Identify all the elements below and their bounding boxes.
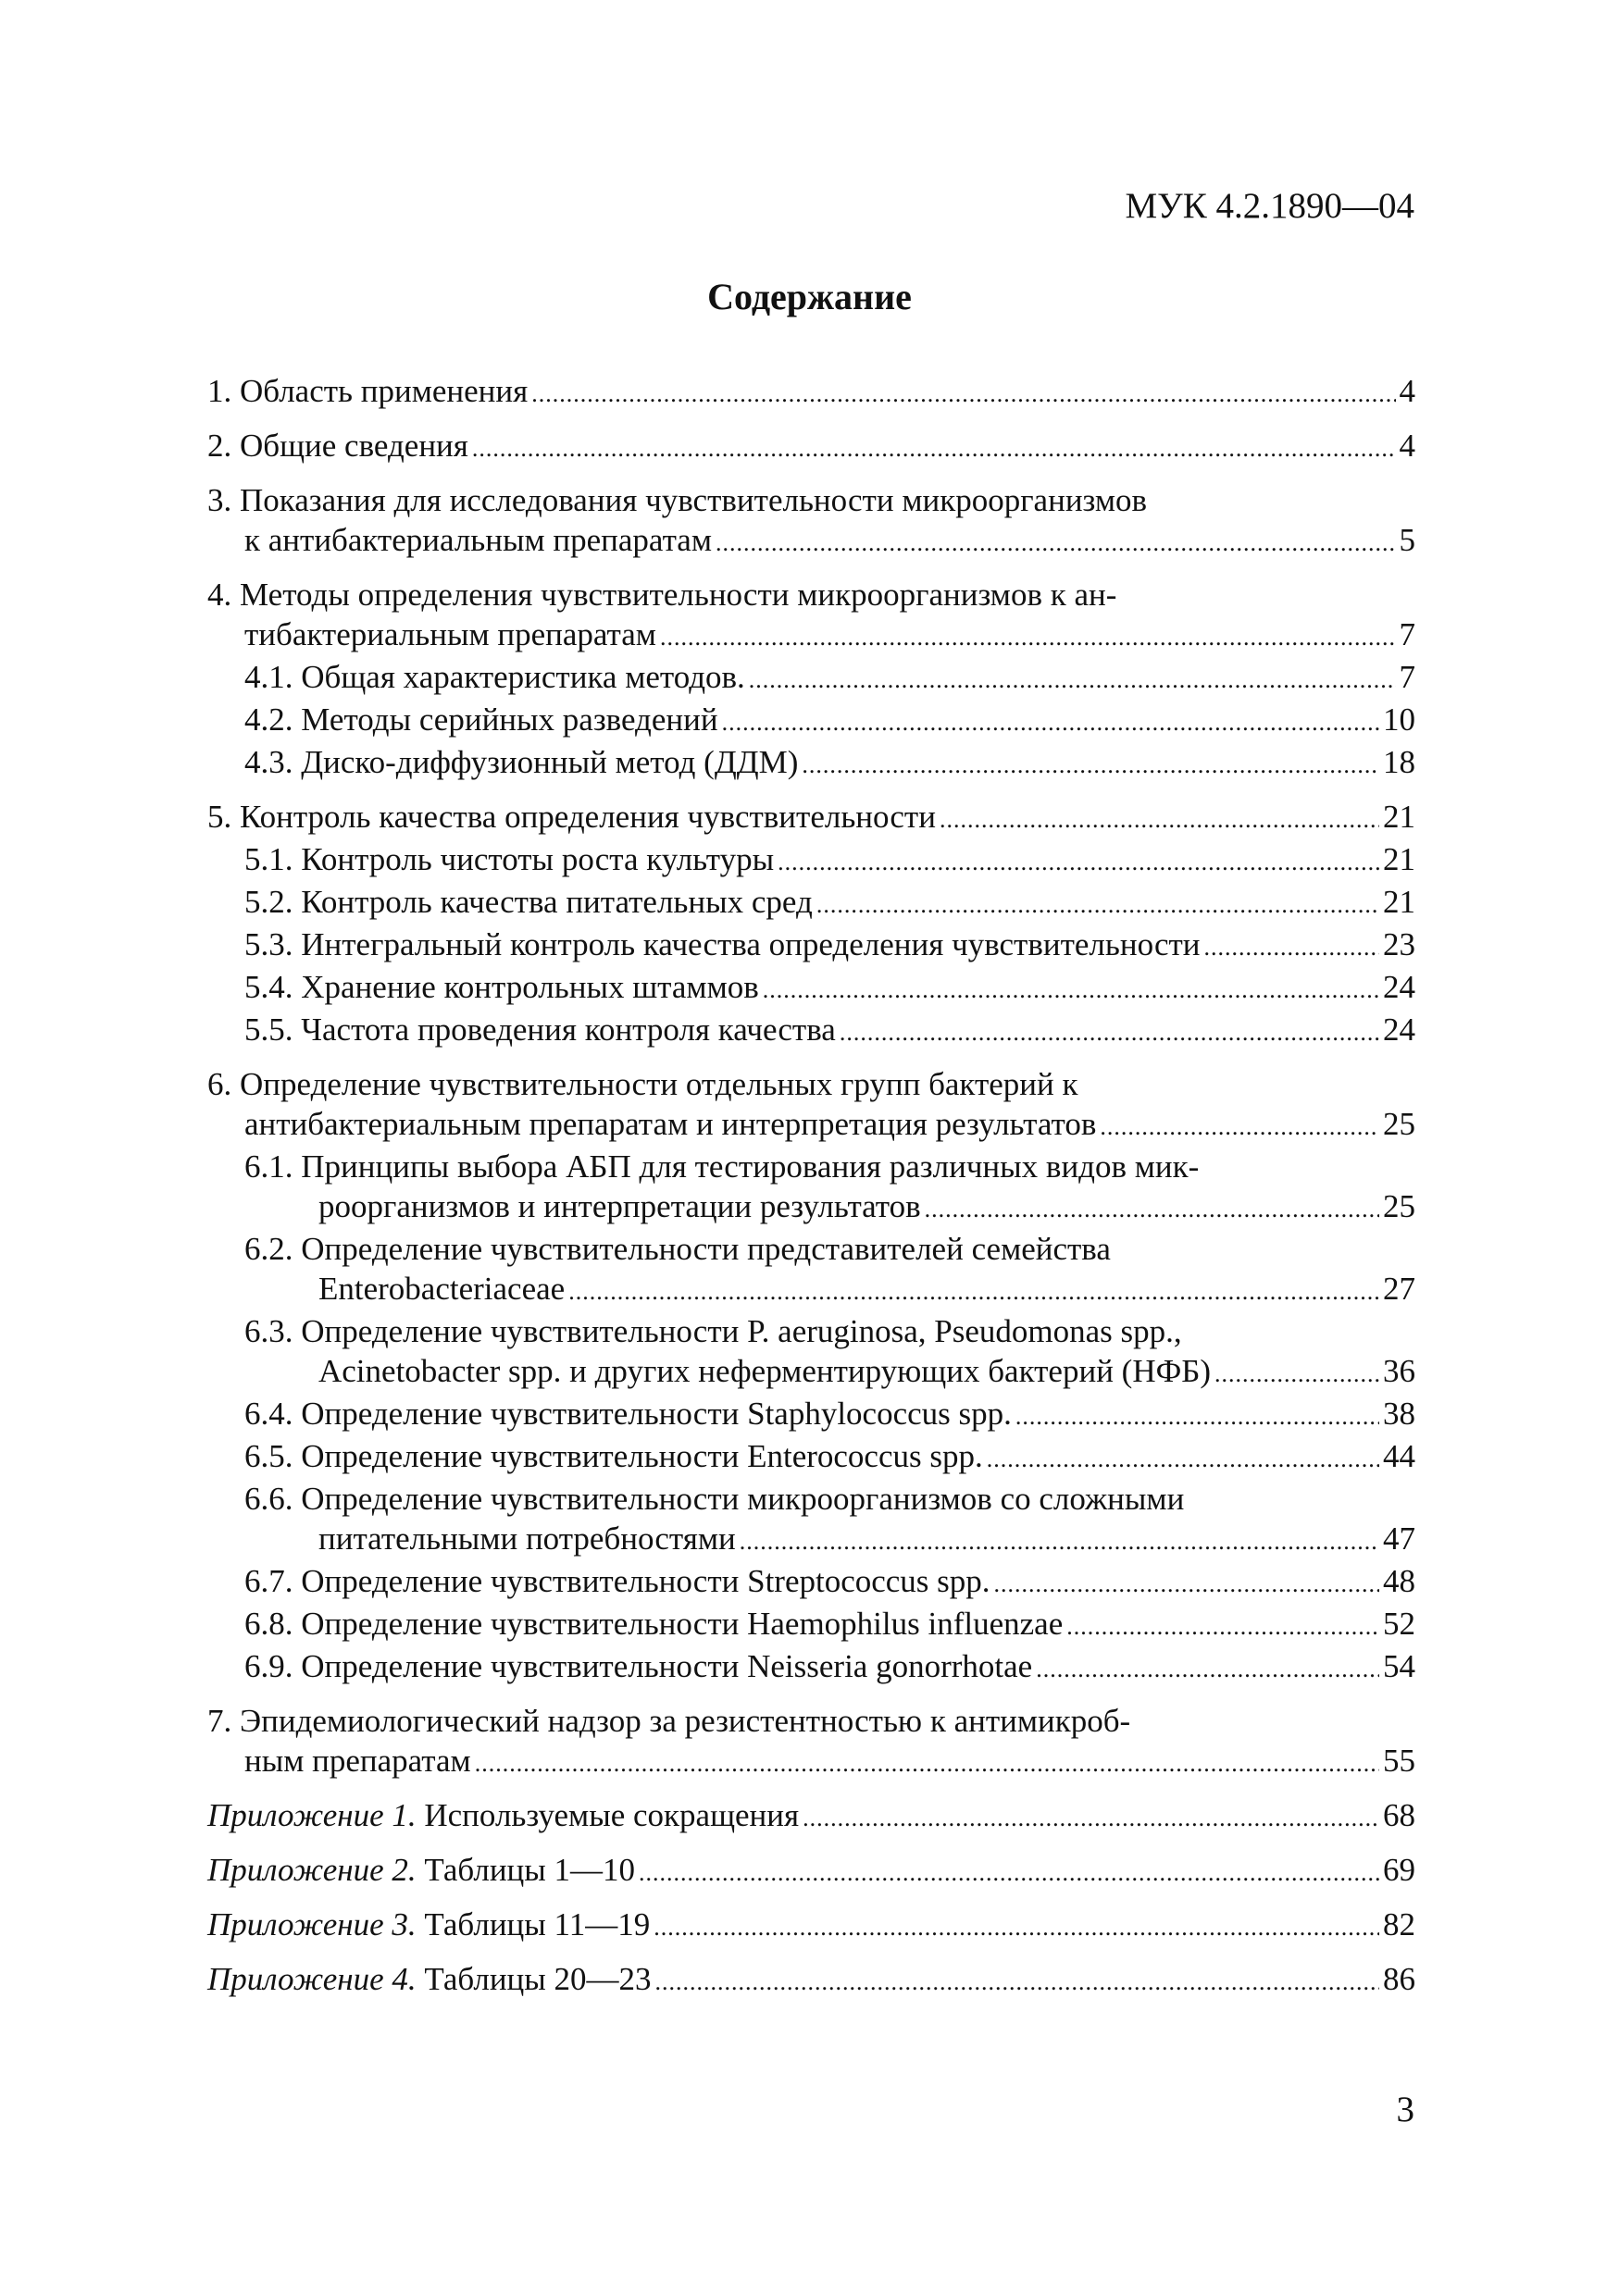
dot-leader	[763, 970, 1379, 1010]
toc-entry[interactable]	[207, 797, 1415, 839]
toc-page-number: 54	[1383, 1648, 1415, 1684]
toc-page-number: 7	[1399, 659, 1415, 695]
toc-page-number: 36	[1383, 1353, 1415, 1389]
toc-entry[interactable]	[207, 1229, 1415, 1311]
toc-entry[interactable]	[207, 1394, 1415, 1436]
toc-entry-text	[207, 797, 936, 837]
toc-entry-text	[244, 1436, 983, 1476]
appendix-label: Приложение 3.	[207, 1906, 417, 1942]
toc-entry[interactable]	[207, 1959, 1415, 2002]
dot-leader	[568, 1272, 1379, 1311]
toc-entry[interactable]	[207, 700, 1415, 742]
dot-leader	[925, 1189, 1379, 1229]
toc-entry-title: 6.4. Определение чувствительности Staphylococcus spp.	[244, 1396, 1012, 1432]
toc-entry-title: 6.9. Определение чувствительности Neisseria gonorrhotae	[244, 1648, 1033, 1684]
dot-leader	[531, 374, 1395, 414]
toc-entry-text	[207, 426, 468, 465]
toc-page-number: 27	[1383, 1271, 1415, 1307]
toc-entry-text	[244, 1604, 1063, 1644]
dot-leader	[722, 702, 1379, 742]
toc-entry[interactable]	[207, 967, 1415, 1010]
toc-entry[interactable]	[207, 480, 1415, 563]
toc-page-number: 21	[1383, 884, 1415, 920]
dot-leader	[803, 1798, 1379, 1838]
dot-leader	[749, 660, 1396, 700]
toc-entry-text	[244, 1741, 471, 1781]
toc-page-number: 10	[1383, 701, 1415, 738]
toc-page-number: 38	[1383, 1396, 1415, 1432]
toc-entry-title: 4.3. Диско-диффузионный метод (ДДМ)	[244, 744, 799, 780]
toc-entry[interactable]	[207, 1701, 1415, 1783]
toc-page-number: 18	[1383, 744, 1415, 780]
toc-entry-text	[244, 700, 718, 739]
toc-entry-text: 6.1. Принципы выбора АБП для тестирования различных видов мик-	[244, 1148, 1200, 1185]
dot-leader	[778, 842, 1379, 882]
toc-page-number: 24	[1383, 1011, 1415, 1048]
dot-leader	[1204, 927, 1379, 967]
toc-entry[interactable]	[207, 1479, 1415, 1561]
toc-entry-text: 4. Методы определения чувствительности микроорганизмов к ан-	[207, 577, 1117, 613]
toc-entry-title: 5. Контроль качества определения чувствительности	[207, 799, 936, 835]
toc-entry-text	[244, 1646, 1032, 1686]
toc-entry-text	[318, 1519, 736, 1558]
appendix-label: Приложение 2.	[207, 1852, 417, 1888]
toc-entry-text: 6.3. Определение чувствительности P. aeruginosa, Pseudomonas spp.,	[244, 1313, 1182, 1349]
toc-entry-title: 5.3. Интегральный контроль качества определения чувствительности	[244, 926, 1201, 962]
dot-leader	[802, 745, 1379, 785]
toc-page-number: 21	[1383, 799, 1415, 835]
toc-entry[interactable]	[207, 925, 1415, 967]
dot-leader	[716, 523, 1396, 563]
toc-entry-text	[244, 520, 712, 560]
toc-entry[interactable]	[207, 371, 1415, 414]
dot-leader	[660, 617, 1396, 657]
toc-entry-text: 3. Показания для исследования чувствительности микроорганизмов	[207, 482, 1148, 518]
dot-leader	[654, 1907, 1379, 1947]
toc-entry-title: питательными потребностями	[318, 1520, 736, 1557]
toc-entry[interactable]	[207, 426, 1415, 468]
toc-entry[interactable]	[207, 882, 1415, 925]
toc-entry-title: 5.2. Контроль качества питательных сред	[244, 884, 813, 920]
toc-entry-text	[207, 1959, 652, 1999]
toc-entry-title: 5.4. Хранение контрольных штаммов	[244, 969, 759, 1005]
dot-leader	[475, 1744, 1379, 1783]
dot-leader	[987, 1439, 1379, 1479]
toc-entry-title: Используемые сокращения	[416, 1797, 800, 1833]
toc-entry-text	[244, 1394, 1012, 1433]
toc-page-number: 24	[1383, 969, 1415, 1005]
toc-page-number: 21	[1383, 841, 1415, 877]
toc-entry-title: 6.7. Определение чувствительности Streptococcus spp.	[244, 1563, 990, 1599]
toc-page-number: 4	[1399, 428, 1415, 464]
dot-leader	[472, 428, 1396, 468]
toc-entry[interactable]	[207, 1010, 1415, 1052]
toc-entry-text	[207, 371, 528, 411]
toc-page-number: 5	[1399, 522, 1415, 558]
toc-entry-text	[244, 1561, 990, 1601]
dot-leader	[1036, 1649, 1379, 1689]
toc-entry-text: 6.6. Определение чувствительности микроорганизмов со сложными	[244, 1481, 1185, 1517]
toc-entry-title: тибактериальным препаратам	[244, 616, 656, 652]
toc-page-number: 44	[1383, 1438, 1415, 1474]
dot-leader	[994, 1564, 1379, 1604]
page-number: 3	[1396, 2090, 1414, 2129]
toc-entry-text: 7. Эпидемиологический надзор за резистентностью к антимикроб-	[207, 1703, 1131, 1739]
toc-entry-title: Таблицы 11—19	[416, 1906, 651, 1942]
toc-entry-title: 6.8. Определение чувствительности Haemophilus influenzae	[244, 1606, 1064, 1642]
toc-entry[interactable]	[207, 1311, 1415, 1394]
toc-entry-title: 2. Общие сведения	[207, 428, 468, 464]
toc-entry-title: Acinetobacter spp. и других неферментирующих бактерий (НФБ)	[318, 1353, 1212, 1389]
toc-entry-text	[244, 967, 759, 1007]
toc-entry[interactable]	[207, 1795, 1415, 1838]
dot-leader	[1066, 1607, 1379, 1646]
toc-entry-text	[318, 1269, 565, 1309]
toc-entry-text	[207, 1795, 799, 1835]
toc-entry-title: Таблицы 1—10	[416, 1852, 636, 1888]
toc-entry-title: Enterobacteriaceae	[318, 1271, 566, 1307]
toc-entry-text	[244, 614, 656, 654]
table-of-contents	[207, 371, 1415, 2002]
toc-entry-text	[244, 882, 813, 922]
toc-entry-title: 4.2. Методы серийных разведений	[244, 701, 718, 738]
toc-page-number: 55	[1383, 1743, 1415, 1779]
toc-page-number: 4	[1399, 373, 1415, 409]
toc-entry-title: 5.5. Частота проведения контроля качества	[244, 1011, 836, 1048]
appendix-label: Приложение 4.	[207, 1961, 417, 1997]
toc-entry-title: 4.1. Общая характеристика методов.	[244, 659, 745, 695]
document-code: МУК 4.2.1890—04	[1125, 186, 1414, 226]
toc-page-number: 68	[1383, 1797, 1415, 1833]
toc-entry[interactable]	[207, 575, 1415, 657]
toc-entry[interactable]	[207, 657, 1415, 700]
toc-page-number: 48	[1383, 1563, 1415, 1599]
dot-leader	[816, 885, 1379, 925]
toc-entry-text	[244, 742, 798, 782]
toc-page-number: 69	[1383, 1852, 1415, 1888]
toc-entry-text	[244, 839, 774, 879]
toc-page-number: 52	[1383, 1606, 1415, 1642]
toc-entry-title: 6.5. Определение чувствительности Enterococcus spp.	[244, 1438, 983, 1474]
dot-leader	[740, 1521, 1379, 1561]
toc-page-number: 7	[1399, 616, 1415, 652]
toc-entry-text: 6. Определение чувствительности отдельных групп бактерий к	[207, 1066, 1078, 1102]
toc-page-number: 25	[1383, 1106, 1415, 1142]
dot-leader	[1015, 1396, 1379, 1436]
toc-entry[interactable]	[207, 1850, 1415, 1893]
toc-entry[interactable]	[207, 839, 1415, 882]
toc-entry-text	[244, 657, 745, 697]
toc-entry[interactable]	[207, 1646, 1415, 1689]
toc-entry-title: к антибактериальным препаратам	[244, 522, 712, 558]
toc-entry[interactable]	[207, 1561, 1415, 1604]
toc-entry-text	[244, 1010, 836, 1049]
dot-leader	[639, 1853, 1379, 1893]
toc-entry[interactable]	[207, 1147, 1415, 1229]
toc-page-number: 86	[1383, 1961, 1415, 1997]
toc-page-number: 47	[1383, 1520, 1415, 1557]
toc-entry-text	[318, 1351, 1211, 1391]
toc-entry-title: 1. Область применения	[207, 373, 529, 409]
toc-entry[interactable]	[207, 742, 1415, 785]
dot-leader	[1100, 1107, 1379, 1147]
toc-entry-text	[244, 925, 1201, 964]
toc-entry-text: 6.2. Определение чувствительности представителей семейства	[244, 1231, 1111, 1267]
appendix-label: Приложение 1.	[207, 1797, 417, 1833]
page-title: Содержание	[707, 276, 912, 317]
toc-entry-title: Таблицы 20—23	[416, 1961, 652, 1997]
dot-leader	[940, 800, 1379, 839]
toc-entry-title: ным препаратам	[244, 1743, 471, 1779]
dot-leader	[1214, 1354, 1379, 1394]
toc-entry[interactable]	[207, 1604, 1415, 1646]
toc-entry-title: антибактериальным препаратам и интерпретация результатов	[244, 1106, 1097, 1142]
toc-entry[interactable]	[207, 1905, 1415, 1947]
toc-entry[interactable]	[207, 1436, 1415, 1479]
toc-entry-title: роорганизмов и интерпретации результатов	[318, 1188, 921, 1224]
toc-entry-text	[318, 1186, 921, 1226]
toc-page-number: 82	[1383, 1906, 1415, 1942]
toc-entry-text	[244, 1104, 1096, 1144]
toc-entry-text	[207, 1905, 650, 1944]
toc-page-number: 23	[1383, 926, 1415, 962]
toc-page-number: 25	[1383, 1188, 1415, 1224]
dot-leader	[840, 1012, 1379, 1052]
toc-entry-text	[207, 1850, 635, 1890]
toc-entry-title: 5.1. Контроль чистоты роста культуры	[244, 841, 775, 877]
toc-entry[interactable]	[207, 1064, 1415, 1147]
dot-leader	[655, 1962, 1379, 2002]
